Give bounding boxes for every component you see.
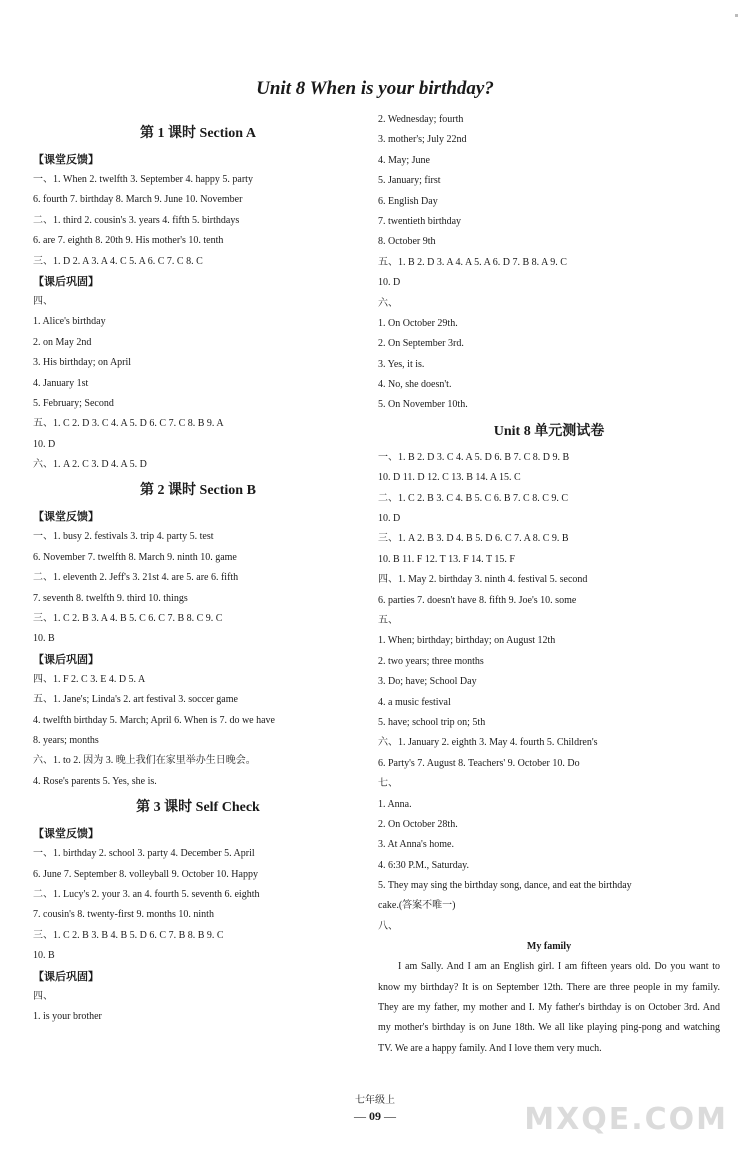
section-label: 【课后巩固】 [33,275,99,288]
answer-line: 七、 [378,778,398,790]
answer-line: 三、1. C 2. B 3. A 4. B 5. C 6. C 7. B 8. C 9. C [33,613,223,625]
section-label: 【课后巩固】 [33,970,99,983]
answer-line: 10. B 11. F 12. T 13. F 14. T 15. F [378,553,515,565]
answer-line: 6. parties 7. doesn't have 8. fifth 9. Joe's 10. some [378,594,577,606]
answer-line: 3. At Anna's home. [378,839,454,851]
page-title: Unit 8 When is your birthday? [256,78,494,99]
answer-line: 五、1. Jane's; Linda's 2. art festival 3. soccer game [33,694,238,706]
answer-line: 10. B [33,950,55,962]
answer-line: 六、1. January 2. eighth 3. May 4. fourth 5. Children's [378,737,598,749]
answer-line: 3. His birthday; on April [33,357,132,369]
answer-line: 三、1. A 2. B 3. D 4. B 5. D 6. C 7. A 8. C 9. B [378,533,569,545]
answer-line: 一、1. birthday 2. school 3. party 4. December 5. April [33,848,255,860]
answer-line: 4. Rose's parents 5. Yes, she is. [33,775,157,787]
answer-line: 4. twelfth birthday 5. March; April 6. When is 7. do we have [33,714,275,726]
answer-line: 4. No, she doesn't. [378,379,452,391]
section-heading: 第 3 课时 Self Check [136,800,260,816]
answer-line: 二、1. eleventh 2. Jeff's 3. 21st 4. are 5. are 6. fifth [33,572,239,584]
answer-line: 6. November 7. twelfth 8. March 9. ninth 10. game [33,551,237,563]
section-heading: Unit 8 单元测试卷 [493,423,605,439]
answer-line: 四、 [33,295,53,307]
right-column [378,110,720,1059]
section-label: 【课后巩固】 [33,653,99,666]
section-heading: 第 1 课时 Section A [140,126,256,141]
answer-line: 四、 [33,990,53,1002]
answer-line: 二、1. Lucy's 2. your 3. an 4. fourth 5. seventh 6. eighth [33,888,260,900]
answer-line: 五、1. B 2. D 3. A 4. A 5. A 6. D 7. B 8. A 9. C [378,256,567,268]
left-column [33,118,363,1027]
answer-line: 五、 [378,614,398,626]
answer-line: 5. have; school trip on; 5th [378,716,486,728]
corner-mark [735,14,738,17]
answer-line: 5. They may sing the birthday song, dance, and eat the birthday [378,880,632,892]
answer-line: 10. D [378,277,401,289]
answer-line: 10. D [378,513,401,525]
answer-line: 六、1. to 2. 因为 3. 晚上我们在家里举办生日晚会。 [33,755,256,767]
answer-line: 6. Party's 7. August 8. Teachers' 9. October 10. Do [378,757,580,769]
answer-line: 一、1. When 2. twelfth 3. September 4. happy 5. party [33,174,253,185]
answer-line: 10. B [33,633,55,645]
answer-line: 3. Yes, it is. [378,358,425,370]
answer-line: 2. Wednesday; fourth [378,114,464,125]
answer-line: 1. When; birthday; birthday; on August 12th [378,635,556,647]
answer-line: 5. January; first [378,175,441,187]
answer-line: 六、 [378,297,398,309]
answer-line: 三、1. C 2. B 3. B 4. B 5. D 6. C 7. B 8. B 9. C [33,929,224,941]
answer-line: 一、1. busy 2. festivals 3. trip 4. party 5. test [33,531,214,543]
answer-line: 二、1. third 2. cousin's 3. years 4. fifth 5. birthdays [33,214,240,226]
answer-line: 8. years; months [33,734,99,746]
essay-paragraph: I am Sally. And I am an English girl. I am fifteen years old. Do you want to know my birthday? It is on September 12th. There are three people in my family. They are my father, my mother and I. My father's birthday is on October 3rd. And my mother's birthday is on June 18th. We all like playing ping-pong and watching TV. We are a happy family. And I love them very much. [378,961,720,1054]
answer-line: 5. On November 10th. [378,399,468,411]
answer-line: 1. Anna. [378,798,412,810]
answer-line: cake.(答案不唯一) [378,900,456,912]
answer-line: 8. October 9th [378,236,436,248]
essay-title: My family [526,941,572,953]
answer-line: 6. June 7. September 8. volleyball 9. October 10. Happy [33,868,258,880]
answer-line: 四、1. May 2. birthday 3. ninth 4. festival 5. second [378,574,588,586]
answer-line: 四、1. F 2. C 3. E 4. D 5. A [33,673,146,685]
answer-line: 4. May; June [378,154,430,166]
page-number: — 09 — [0,1108,750,1124]
answer-line: 八、 [378,920,398,932]
section-heading: 第 2 课时 Section B [140,483,256,499]
answer-line: 1. On October 29th. [378,317,458,329]
answer-line: 7. cousin's 8. twenty-first 9. months 10. ninth [33,909,214,921]
answer-line: 二、1. C 2. B 3. C 4. B 5. C 6. B 7. C 8. C 9. C [378,492,569,504]
answer-line: 7. seventh 8. twelfth 9. third 10. things [33,592,188,604]
answer-line: 2. on May 2nd [33,336,92,348]
answer-line: 4. 6:30 P.M., Saturday. [378,859,470,871]
section-label: 【课堂反馈】 [33,828,99,841]
answer-line: 6. English Day [378,195,438,207]
answer-line: 4. a music festival [378,696,451,708]
answer-line: 3. mother's; July 22nd [378,134,467,146]
answer-line: 10. D 11. D 12. C 13. B 14. A 15. C [378,472,521,484]
answer-line: 1. Alice's birthday [33,316,106,328]
answer-line: 4. January 1st [33,377,89,389]
answer-line: 2. On September 3rd. [378,338,464,350]
answer-line: 2. two years; three months [378,655,484,667]
watermark-text: MXQE.COM [524,1102,728,1137]
answer-line: 五、1. C 2. D 3. C 4. A 5. D 6. C 7. C 8. B 9. A [33,418,224,430]
section-label: 【课堂反馈】 [33,154,99,166]
answer-line: 10. D [33,438,56,450]
answer-line: 3. Do; have; School Day [378,676,477,688]
answer-line: 6. fourth 7. birthday 8. March 9. June 10. November [33,194,243,206]
watermark-logo [524,1091,728,1137]
answer-line: 2. On October 28th. [378,818,458,830]
grade-label: 七年级上 [355,1095,395,1106]
answer-line: 6. are 7. eighth 8. 20th 9. His mother's 10. tenth [33,235,224,247]
answer-line: 5. February; Second [33,397,114,409]
answer-line: 一、1. B 2. D 3. C 4. A 5. D 6. B 7. C 8. D 9. B [378,451,570,463]
section-label: 【课堂反馈】 [33,511,99,524]
answer-line: 1. is your brother [33,1010,102,1022]
answer-line: 三、1. D 2. A 3. A 4. C 5. A 6. C 7. C 8. C [33,255,203,267]
answer-line: 7. twentieth birthday [378,215,462,227]
answer-line: 六、1. A 2. C 3. D 4. A 5. D [33,459,147,471]
